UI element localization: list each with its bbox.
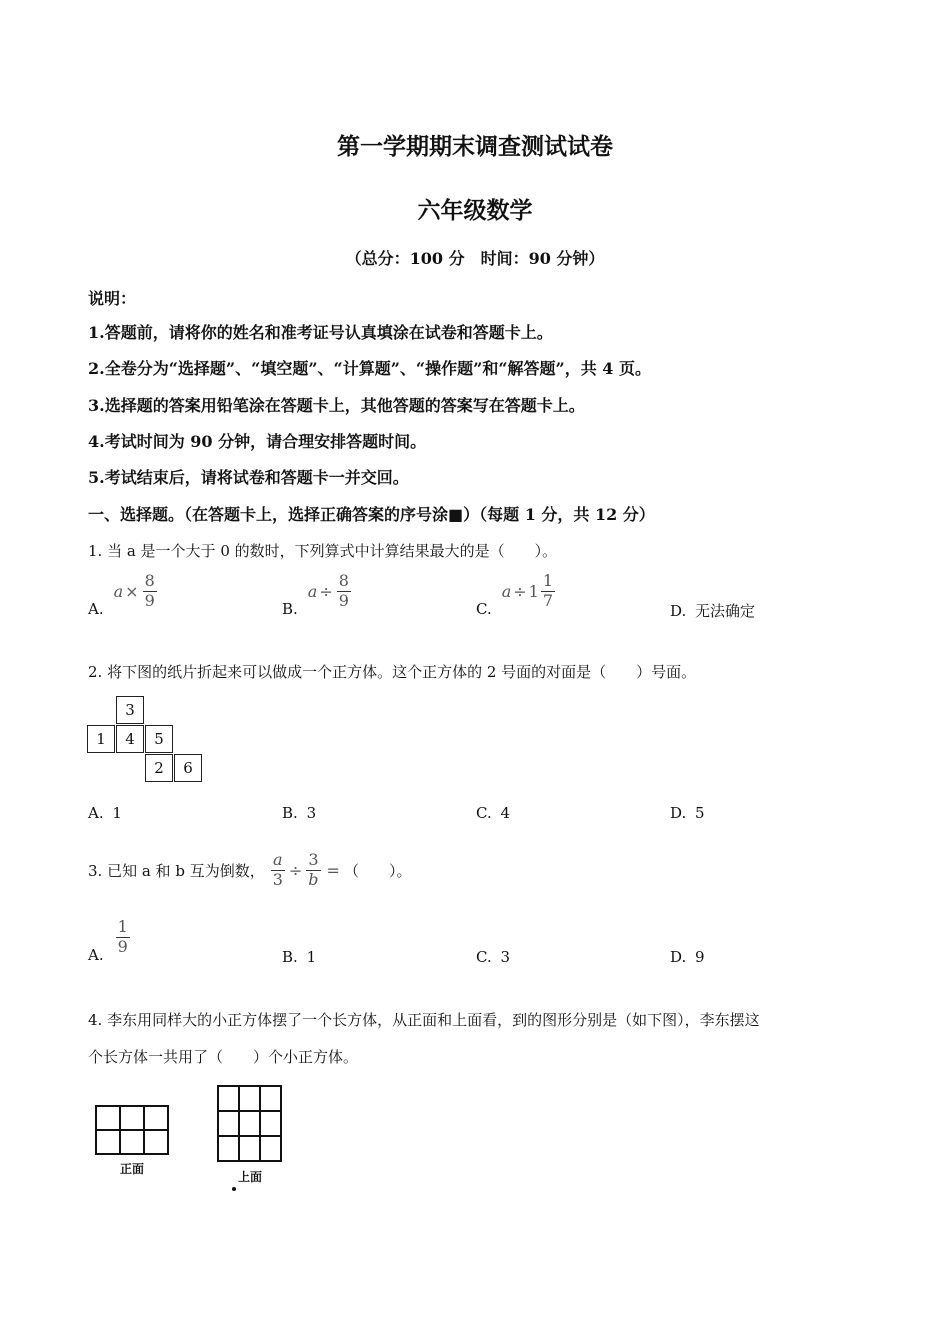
instructions-label: 说明：: [88, 289, 137, 308]
grid-square: [259, 1085, 282, 1112]
mixed-number-whole: 1: [528, 581, 539, 601]
q3-lead-text: 3. 已知 a 和 b 互为倒数，: [88, 861, 265, 880]
question-4-line-1: 4. 李东用同样大的小正方体摆了一个长方体，从正面和上面看，到的图形分别是（如下图），李东摆这: [88, 1011, 760, 1029]
math-operator: ÷: [513, 581, 527, 601]
math-var: a: [307, 581, 318, 601]
grid-square: [217, 1085, 240, 1112]
fraction: [541, 572, 555, 610]
fraction-numerator: a: [273, 850, 283, 870]
grid-square: [238, 1085, 261, 1112]
instruction-item: 5.考试结束后，请将试卷和答题卡一并交回。: [88, 468, 409, 487]
option-letter: D.: [670, 948, 687, 966]
question-3-text: [88, 846, 411, 894]
score-time-line: （总分：100 分 时间：90 分钟）: [345, 249, 605, 268]
fraction-numerator: 1: [542, 571, 554, 591]
grid-square: [143, 1105, 169, 1131]
option-text: 1: [306, 948, 317, 966]
net-face: 5: [145, 725, 173, 753]
q3-option-c: [476, 948, 510, 966]
math-operator: ÷: [288, 860, 303, 880]
grid-square: [217, 1135, 240, 1162]
net-face: 4: [116, 725, 144, 753]
top-view-label: 上面: [238, 1170, 263, 1184]
option-letter: A.: [88, 600, 104, 618]
question-2-text: 2. 将下图的纸片折起来可以做成一个正方体。这个正方体的 2 号面的对面是（ ）号面。: [88, 663, 697, 681]
instruction-item: 1.答题前，请将你的姓名和准考证号认真填涂在试卷和答题卡上。: [88, 323, 553, 342]
q1-option-b: [282, 571, 353, 622]
q2-option-d: [670, 804, 705, 822]
net-face: 3: [116, 696, 144, 724]
net-face: 6: [174, 754, 202, 782]
question-1-text: 1. 当 a 是一个大于 0 的数时，下列算式中计算结果最大的是（ ）。: [88, 542, 558, 560]
option-text: 无法确定: [695, 602, 756, 620]
grid-square: [95, 1105, 121, 1131]
option-text: 3: [500, 948, 511, 966]
grid-square: [119, 1129, 145, 1155]
q3-option-d: [670, 948, 705, 966]
instruction-item: 2.全卷分为“选择题”、“填空题”、“计算题”、“操作题”和“解答题”，共 4 页。: [88, 359, 652, 378]
fraction-denominator: 7: [542, 590, 554, 610]
option-letter: D.: [670, 602, 687, 620]
option-text: 5: [695, 804, 705, 822]
question-4-line-2: 个长方体一共用了（ ）个小正方体。: [88, 1048, 359, 1066]
q1-option-d: [670, 600, 755, 621]
option-letter: D.: [670, 804, 687, 822]
option-letter: C.: [476, 804, 492, 822]
cube-net: [87, 696, 203, 784]
fraction: [337, 572, 351, 610]
fraction-denominator: b: [308, 869, 319, 889]
option-letter: B.: [282, 948, 298, 966]
option-text: 3: [306, 804, 317, 822]
front-view-label: 正面: [120, 1162, 145, 1176]
grid-square: [238, 1110, 261, 1137]
fraction-denominator: 3: [272, 869, 283, 889]
fraction: [116, 918, 130, 956]
q1-option-a: [88, 571, 159, 622]
q2-option-c: [476, 804, 510, 822]
grid-square: [259, 1135, 282, 1162]
option-letter: C.: [476, 600, 492, 618]
q3-option-a: [88, 917, 132, 968]
net-face: 2: [145, 754, 173, 782]
q3-tail-text: （ ）。: [343, 861, 412, 880]
math-operator: ×: [125, 581, 139, 601]
option-letter: B.: [282, 600, 298, 618]
q2-option-b: [282, 804, 316, 822]
q3-option-b: [282, 948, 316, 966]
grid-square: [217, 1110, 240, 1137]
fraction-numerator: 8: [144, 571, 155, 591]
fraction: [143, 572, 157, 610]
math-equals: =: [326, 860, 340, 880]
grid-square: [143, 1129, 169, 1155]
fraction-numerator: 3: [308, 850, 319, 870]
math-var: a: [113, 581, 124, 601]
math-var: a: [501, 581, 512, 601]
grid-square: [95, 1129, 121, 1155]
front-view-figure: [95, 1105, 171, 1157]
exam-title: 第一学期期末调查测试试卷: [337, 133, 613, 160]
option-text: 9: [695, 948, 705, 966]
top-view-figure: [217, 1085, 281, 1161]
option-letter: A.: [88, 946, 104, 964]
exam-subtitle: 六年级数学: [417, 197, 533, 224]
q2-option-a: [88, 804, 122, 822]
option-letter: C.: [476, 948, 492, 966]
fraction-denominator: 9: [117, 936, 128, 956]
fraction-denominator: 9: [338, 590, 349, 610]
section-heading: 一、选择题。（在答题卡上，选择正确答案的序号涂■）（每题 1 分，共 12 分）: [88, 505, 655, 524]
instruction-item: 3.选择题的答案用铅笔涂在答题卡上，其他答题的答案写在答题卡上。: [88, 396, 585, 415]
fraction-numerator: 8: [338, 571, 349, 591]
net-face: 1: [87, 725, 115, 753]
fraction-denominator: 9: [144, 590, 155, 610]
option-letter: B.: [282, 804, 298, 822]
option-text: 1: [112, 804, 122, 822]
q1-option-c: [476, 571, 557, 622]
fraction: [306, 851, 320, 889]
instruction-item: 4.考试时间为 90 分钟，请合理安排答题时间。: [88, 432, 427, 451]
option-letter: A.: [88, 804, 104, 822]
grid-square: [238, 1135, 261, 1162]
grid-square: [119, 1105, 145, 1131]
option-text: 4: [500, 804, 511, 822]
ink-dot: [232, 1187, 236, 1191]
fraction-numerator: 1: [117, 917, 128, 937]
math-operator: ÷: [319, 581, 333, 601]
fraction: [271, 851, 285, 889]
grid-square: [259, 1110, 282, 1137]
